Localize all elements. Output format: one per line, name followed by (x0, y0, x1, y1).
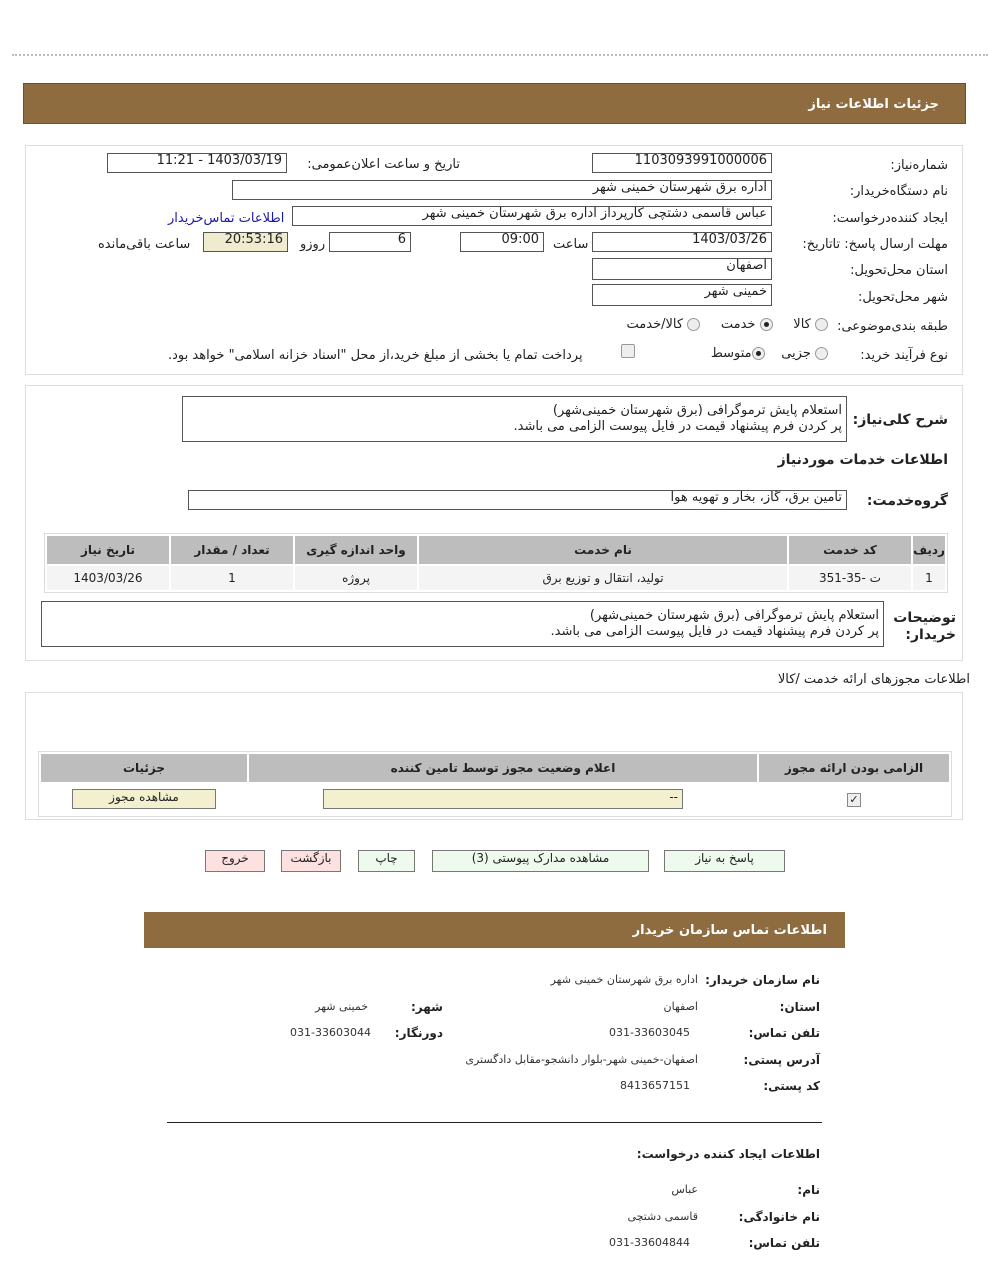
col-date: تاریخ نیاز (47, 536, 169, 564)
page-title: جزئیات اطلاعات نیاز (808, 97, 939, 112)
name-value: عباس (671, 1183, 698, 1196)
address-value: اصفهان-خمینی شهر-بلوار دانشجو-مقابل دادگستری (465, 1053, 698, 1066)
city-field[interactable]: خمینی شهر (592, 284, 772, 306)
contact-header: اطلاعات تماس سازمان خریدار (144, 912, 845, 948)
category-goods[interactable]: کالا (793, 317, 828, 332)
services-title: اطلاعات خدمات موردنیاز (777, 452, 948, 468)
permits-title: اطلاعات مجوزهای ارائه خدمت /کالا (777, 672, 970, 687)
treasury-note: پرداخت تمام یا بخشی از مبلغ خرید،از محل "اسناد خزانه اسلامی" خواهد بود. (168, 348, 583, 363)
days-field[interactable]: 6 (329, 232, 411, 252)
buyer-contact-link[interactable]: اطلاعات تماس‌خریدار (168, 211, 285, 226)
announce-field[interactable]: 1403/03/19 - 11:21 (107, 153, 287, 173)
fax-label: دورنگار: (394, 1026, 443, 1040)
contact-divider (167, 1122, 822, 1123)
postal-value: 8413657151 (620, 1079, 690, 1092)
province-value: اصفهان (663, 1000, 698, 1013)
province-label: استان محل‌تحویل: (850, 263, 948, 278)
radio-goods[interactable] (815, 318, 828, 331)
category-label: طبقه بندی‌موضوعی: (837, 319, 948, 334)
remaining-label: ساعت باقی‌مانده (98, 237, 191, 252)
city-label: شهر محل‌تحویل: (858, 290, 948, 305)
creator-info-title: اطلاعات ایجاد کننده درخواست: (636, 1147, 820, 1161)
col-required: الزامی بودن ارائه مجوز (759, 754, 949, 782)
col-unit: واحد اندازه گیری (295, 536, 417, 564)
summary-box: استعلام پایش ترموگرافی (برق شهرستان خمینی‌شهر) پر کردن فرم پیشنهاد قیمت در فایل پیوست الزامی می باشد. (182, 396, 847, 442)
col-qty: تعداد / مقدار (171, 536, 293, 564)
exit-button[interactable]: خروج (205, 850, 265, 872)
category-radio-group (627, 317, 828, 332)
city-label: شهر: (411, 1000, 443, 1014)
col-details: جزئیات (41, 754, 247, 782)
col-row: ردیف (913, 536, 945, 564)
time-label: ساعت (553, 237, 589, 252)
phone-value: 031-33603045 (609, 1026, 690, 1039)
buyer-notes-label: توضیحات خریدار: (893, 610, 956, 643)
required-checkbox[interactable]: ✓ (847, 793, 861, 807)
need-number-label: شماره‌نیاز: (890, 158, 948, 173)
creator-field[interactable]: عباس قاسمی دشتچی کارپرداز اداره برق شهرستان خمینی شهر (292, 206, 772, 226)
remaining-time-field: 20:53:16 (203, 232, 288, 252)
col-status: اعلام وضعیت مجوز توسط تامین کننده (249, 754, 757, 782)
col-name: نام خدمت (419, 536, 787, 564)
need-number-field[interactable]: 1103093991000006 (592, 153, 772, 173)
print-button[interactable]: چاپ (358, 850, 415, 872)
table-row (41, 784, 949, 814)
fax-value: 031-33603044 (290, 1026, 371, 1039)
service-group-field[interactable]: تامین برق، گاز، بخار و تهویه هوا (188, 490, 847, 510)
permit-status-field[interactable]: -- (323, 789, 683, 809)
service-group-label: گروه‌خدمت: (866, 493, 948, 509)
category-service[interactable]: خدمت (721, 317, 773, 332)
deadline-time-field[interactable]: 09:00 (460, 232, 544, 252)
deadline-label: مهلت ارسال پاسخ: تاتاریخ: (802, 237, 948, 252)
process-medium[interactable]: متوسط (711, 346, 765, 361)
province-field[interactable]: اصفهان (592, 258, 772, 280)
radio-service[interactable] (760, 318, 773, 331)
top-divider (12, 54, 988, 56)
attachments-button[interactable]: مشاهده مدارک پیوستی (3) (432, 850, 649, 872)
radio-medium[interactable] (752, 347, 765, 360)
org-value: اداره برق شهرستان خمینی شهر (550, 973, 698, 986)
creator-phone-label: تلفن تماس: (748, 1236, 820, 1250)
page-header (23, 83, 966, 124)
radio-both[interactable] (687, 318, 700, 331)
days-label: روزو (300, 237, 326, 252)
creator-phone-value: 031-33604844 (609, 1236, 690, 1249)
org-label: نام سازمان خریدار: (705, 973, 820, 987)
family-label: نام خانوادگی: (738, 1210, 820, 1224)
table-row: 1 ت -35-351 تولید، انتقال و توزیع برق پروژه 1 1403/03/26 (47, 566, 945, 590)
treasury-checkbox[interactable] (621, 344, 635, 358)
back-button[interactable]: بازگشت (281, 850, 341, 872)
postal-label: کد پستی: (763, 1079, 820, 1093)
phone-label: تلفن تماس: (748, 1026, 820, 1040)
category-both[interactable]: کالا/خدمت (627, 317, 701, 332)
services-table (44, 533, 948, 593)
radio-minor[interactable] (815, 347, 828, 360)
creator-label: ایجاد کننده‌درخواست: (832, 211, 948, 226)
family-value: قاسمی دشتچی (627, 1210, 698, 1223)
buyer-notes-box: استعلام پایش ترموگرافی (برق شهرستان خمینی‌شهر) پر کردن فرم پیشنهاد قیمت در فایل پیوست الزامی می باشد. (41, 601, 884, 647)
process-radio-group (711, 346, 828, 361)
process-minor[interactable]: جزیی (781, 346, 828, 361)
address-label: آدرس پستی: (743, 1053, 820, 1067)
summary-label: شرح کلی‌نیاز: (852, 412, 948, 428)
process-label: نوع فرآیند خرید: (860, 348, 948, 363)
view-permit-button[interactable]: مشاهده مجوز (72, 789, 216, 809)
buyer-org-field[interactable]: اداره برق شهرستان خمینی شهر (232, 180, 772, 200)
city-value: خمینی شهر (315, 1000, 368, 1013)
buyer-org-label: نام دستگاه‌خریدار: (849, 184, 948, 199)
name-label: نام: (797, 1183, 820, 1197)
deadline-date-field[interactable]: 1403/03/26 (592, 232, 772, 252)
province-label: استان: (779, 1000, 820, 1014)
col-code: کد خدمت (789, 536, 911, 564)
reply-button[interactable]: پاسخ به نیاز (664, 850, 785, 872)
permits-table (38, 751, 952, 817)
announce-label: تاریخ و ساعت اعلان‌عمومی: (307, 157, 460, 172)
